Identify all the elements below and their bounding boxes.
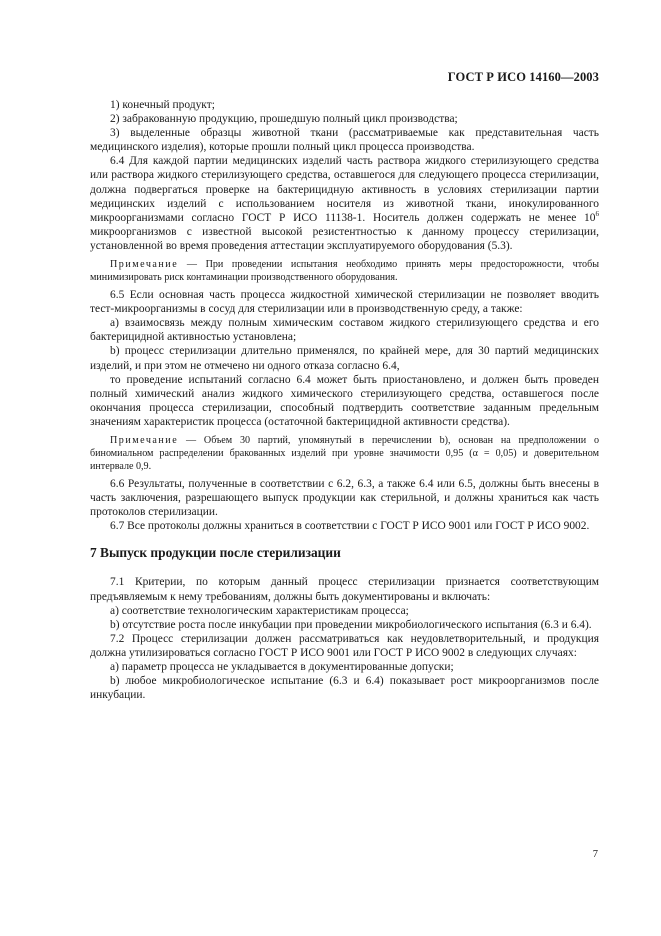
paragraph-6-5: 6.5 Если основная часть процесса жидкостной химической стерилизации не позволяет вводить тест-микроорганизмы в сосуд для стерилизации или в производственную среду, а также: [90,289,599,316]
paragraph-6-7: 6.7 Все протоколы должны храниться в соответствии с ГОСТ Р ИСО 9001 или ГОСТ Р ИСО 9002. [110,520,590,533]
note-text: — При проведении испытания необходимо принять меры предосторожности, чтобы минимизировать риск контаминации производственного оборудования. [90,259,599,284]
list-item-b: b) процесс стерилизации длительно применялся, по крайней мере, для 30 партий медицинских изделий, и при этом не отмечено ни одного отказа согласно 6.4, [90,345,599,372]
paragraph-6-4-text-a: 6.4 Для каждой партии медицинских изделий часть раствора жидкого стерилизующего средства или раствора жидкого стерилизующего средства, оставшегося для следующего процесса стерилизации, должна подвергаться проверке на бактерицидную активность в условиях стерилизации партии медицинских изделий с использованием носителя из животной ткани, инокулированного микроорганизмами согласно ГОСТ Р ИСО 11138-1. Носитель должен содержать не менее 10 [90,155,599,224]
list-item-a: a) взаимосвязь между полным химическим составом жидкого стерилизующего средства и его бактерицидной активностью установлена; [90,317,599,344]
exponent: 6 [595,209,599,218]
list-item-a: a) соответствие технологическим характеристикам процесса; [110,604,409,617]
paragraph-7-2: 7.2 Процесс стерилизации должен рассматриваться как неудовлетворительный, и продукция должна утилизироваться согласно ГОСТ Р ИСО 9001 или ГОСТ Р ИСО 9002 в следующих случаях: [90,632,599,659]
list-item-b: b) отсутствие роста после инкубации при проведении микробиологического испытания (6.3 и 6.4). [110,618,592,631]
note-1 [90,258,599,284]
paragraph-6-4-text-b: микроорганизмов с известной высокой резистентностью к данному процессу стерилизации, установленной во время проведения аттестации эксплуатируемого оборудования (5.3). [90,225,599,252]
document-header: ГОСТ Р ИСО 14160—2003 [447,70,599,84]
section-title: 7 Выпуск продукции после стерилизации [90,545,341,561]
paragraph-6-4 [90,154,599,253]
page-number: 7 [592,849,598,860]
list-item-a: a) параметр процесса не укладывается в документированные допуски; [110,661,454,673]
note-label: Примечание [110,434,179,446]
paragraph-6-6: 6.6 Результаты, полученные в соответствии с 6.2, 6.3, а также 6.4 или 6.5, должны быть внесены в часть заключения, разрешающего выпуск продукции как стерильной, и должны храниться как часть протоколов стерилизации. [90,477,599,519]
list-item-b: b) любое микробиологическое испытание (6.3 и 6.4) показывает рост микроорганизмов после инкубации. [90,675,599,702]
note-label: Примечание [110,259,179,271]
list-item-rejected-product: 2) забракованную продукцию, прошедшую полный цикл производства; [110,113,458,126]
document-body [90,98,599,702]
note-2 [90,434,599,473]
paragraph-6-5-continuation: то проведение испытаний согласно 6.4 может быть приостановлено, и должен быть проведен полный химический анализ жидкого химического стерилизующего средства, оставшегося после окончания процесса стерилизации, способный подтвердить соответствие заданным предельным значениям характеристик процесса (остаточной бактерицидной активности средства). [90,373,599,428]
list-item-final-product: 1) конечный продукт; [110,99,215,111]
list-item-tissue-samples: 3) выделенные образцы животной ткани (рассматриваемые как представительная часть медицинского изделия), которые прошли полный цикл процесса производства. [90,127,599,154]
note-text: — Объем 30 партий, упомянутый в перечислении b), основан на предположении о биномиальном распределении бракованных изделий при уровне значимости 0,95 (α = 0,05) и доверительном интервале 0,9. [90,434,599,472]
paragraph-7-1: 7.1 Критерии, по которым данный процесс стерилизации признается соответствующим предъявляемым к нему требованиям, должны быть документированы и включать: [90,576,599,603]
